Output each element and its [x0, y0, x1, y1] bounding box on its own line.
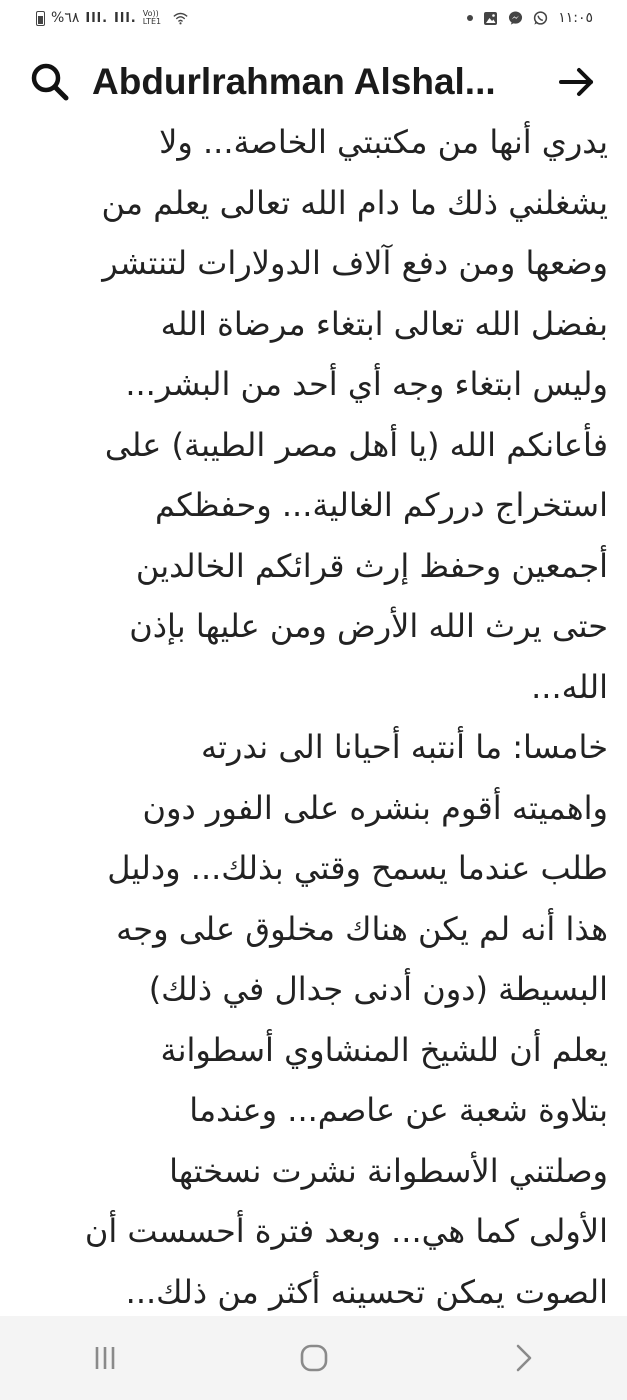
app-header [0, 50, 627, 112]
dot-icon [467, 15, 473, 21]
back-button[interactable] [493, 1328, 553, 1388]
text-line: وصلتني الأسطوانة نشرت نسختها [169, 1151, 608, 1190]
status-bar [0, 0, 627, 40]
text-line: هذا أنه لم يكن هناك مخلوق على وجه [116, 909, 608, 948]
navigation-bar [0, 1316, 627, 1400]
text-line: الأولى كما هي... وبعد فترة أحسست أن [84, 1212, 608, 1250]
recents-button[interactable] [75, 1328, 135, 1388]
text-line: يشغلني ذلك ما دام الله تعالى يعلم من [101, 183, 608, 222]
home-button[interactable] [284, 1328, 344, 1388]
battery-icon [36, 11, 45, 26]
text-line: فأعانكم الله (يا أهل مصر الطيبة) على [104, 425, 608, 464]
text-line: يعلم أن للشيخ المنشاوي أسطوانة [160, 1030, 608, 1069]
messenger-icon [508, 11, 523, 26]
signal-icon-2: Ⅰll. [114, 10, 137, 26]
forward-button[interactable] [555, 60, 599, 104]
text-line: واهميته أقوم بنشره على الفور دون [142, 788, 608, 827]
post-body [22, 112, 608, 1322]
text-line: بفضل الله تعالى ابتغاء مرضاة الله [160, 304, 608, 343]
network-label: Vo)) LTE1 [142, 9, 162, 26]
page-title: Abdurlrahman Alshal... [92, 61, 496, 102]
signal-icon: Ⅰll. [85, 10, 109, 26]
whatsapp-icon [533, 11, 548, 26]
text-line: يدري أنها من مكتبتي الخاصة... ولا [159, 123, 608, 161]
text-line: طلب عندما يسمح وقتي بذلك... ودليل [107, 849, 608, 887]
text-line: استخراج درركم الغالية... وحفظكم [155, 486, 608, 524]
text-line: حتى يرث الله الأرض ومن عليها بإذن [129, 607, 608, 645]
text-line: أجمعين وحفظ إرث قرائكم الخالدين [135, 546, 608, 585]
text-line: وليس ابتغاء وجه أي أحد من البشر... [125, 365, 608, 403]
text-line: الصوت يمكن تحسينه أكثر من ذلك... [125, 1272, 608, 1311]
clock: ١١:٠٥ [558, 10, 593, 26]
gallery-icon [483, 11, 498, 26]
text-line: البسيطة (دون أدنى جدال في ذلك) [148, 970, 608, 1008]
text-line: خامسا: ما أنتبه أحيانا الى ندرته [200, 728, 608, 766]
arrow-right-icon [555, 60, 599, 104]
status-left [36, 10, 188, 26]
text-line: وضعها ومن دفع آلاف الدولارات لتنتشر [102, 244, 608, 282]
recents-icon [90, 1343, 120, 1373]
status-right [467, 10, 593, 26]
search-button[interactable] [28, 60, 72, 104]
home-icon [298, 1342, 330, 1374]
search-icon [28, 60, 72, 104]
battery-percent: %٦٨ [51, 10, 80, 26]
text-line: بتلاوة شعبة عن عاصم... وعندما [189, 1091, 608, 1129]
wifi-icon [173, 11, 188, 26]
text-line: الله... [531, 667, 608, 706]
back-icon [508, 1343, 538, 1373]
